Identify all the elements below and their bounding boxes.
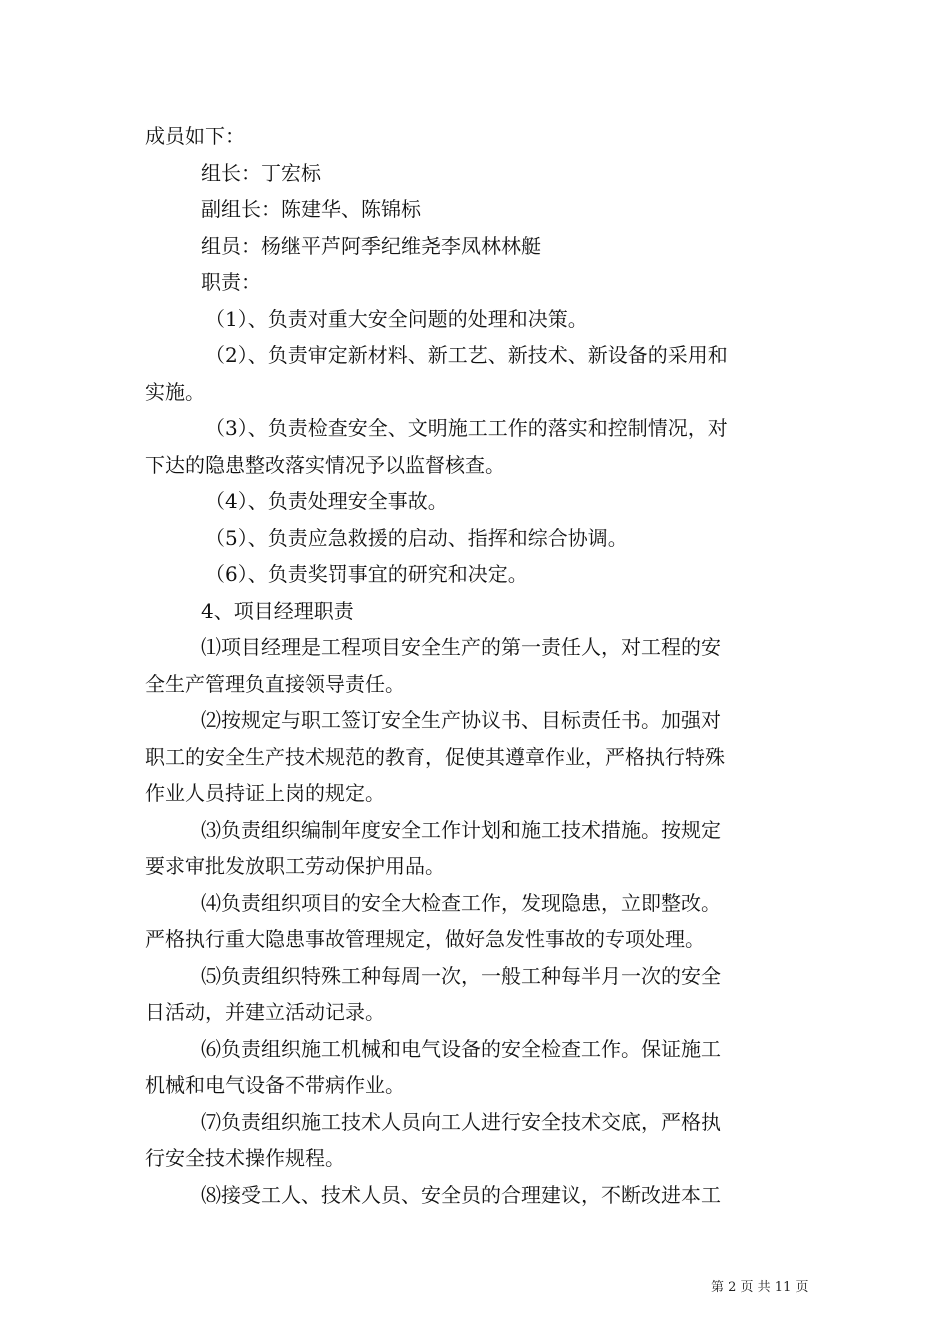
duty-item-6: （6）、负责奖罚事宜的研究和决定。 <box>205 562 528 586</box>
duty-item-2-cont: 实施。 <box>145 379 205 404</box>
pm-duty-2-cont: 作业人员持证上岗的规定。 <box>145 781 385 805</box>
section-heading: 4、项目经理职责 <box>201 598 354 623</box>
leader-line: 组长：丁宏标 <box>201 160 321 185</box>
members-intro: 成员如下： <box>145 124 245 148</box>
pm-duty-4-cont: 严格执行重大隐患事故管理规定，做好急发性事故的专项处理。 <box>145 927 705 951</box>
pm-duty-2: ⑵按规定与职工签订安全生产协议书、目标责任书。加强对 <box>201 708 721 732</box>
duty-item-3-cont: 下达的隐患整改落实情况予以监督核查。 <box>145 452 505 477</box>
pm-duty-5: ⑸负责组织特殊工种每周一次，一般工种每半月一次的安全 <box>201 963 721 988</box>
members-line: 组员：杨继平芦阿季纪维尧李凤林林艇 <box>201 233 541 258</box>
pm-duty-5-cont: 日活动，并建立活动记录。 <box>145 1000 385 1024</box>
duty-item-5: （5）、负责应急救援的启动、指挥和综合协调。 <box>205 525 628 550</box>
pm-duty-7-cont: 行安全技术操作规程。 <box>145 1146 345 1170</box>
deputy-leader-line: 副组长：陈建华、陈锦标 <box>201 197 421 221</box>
document-body <box>145 118 807 1213</box>
pm-duty-6: ⑹负责组织施工机械和电气设备的安全检查工作。保证施工 <box>201 1036 721 1061</box>
pm-duty-2-cont: 职工的安全生产技术规范的教育，促使其遵章作业，严格执行特殊 <box>145 744 725 769</box>
pm-duty-8: ⑻接受工人、技术人员、安全员的合理建议，不断改进本工 <box>201 1182 721 1207</box>
pm-duty-7: ⑺负责组织施工技术人员向工人进行安全技术交底，严格执 <box>201 1109 721 1134</box>
page-number-footer: 第 2 页 共 11 页 <box>711 1280 809 1295</box>
pm-duty-1: ⑴项目经理是工程项目安全生产的第一责任人，对工程的安 <box>201 635 721 659</box>
pm-duty-4: ⑷负责组织项目的安全大检查工作，发现隐患，立即整改。 <box>201 890 721 915</box>
duty-item-4: （4）、负责处理安全事故。 <box>205 489 448 513</box>
duties-heading: 职责： <box>201 270 261 294</box>
pm-duty-1-cont: 全生产管理负直接领导责任。 <box>145 671 405 696</box>
duty-item-2: （2）、负责审定新材料、新工艺、新技术、新设备的采用和 <box>205 343 728 367</box>
pm-duty-3-cont: 要求审批发放职工劳动保护用品。 <box>145 854 445 878</box>
duty-item-1: （1）、负责对重大安全问题的处理和决策。 <box>205 306 588 331</box>
pm-duty-6-cont: 机械和电气设备不带病作业。 <box>145 1073 405 1097</box>
duty-item-3: （3）、负责检查安全、文明施工工作的落实和控制情况，对 <box>205 416 728 440</box>
pm-duty-3: ⑶负责组织编制年度安全工作计划和施工技术措施。按规定 <box>201 817 721 842</box>
